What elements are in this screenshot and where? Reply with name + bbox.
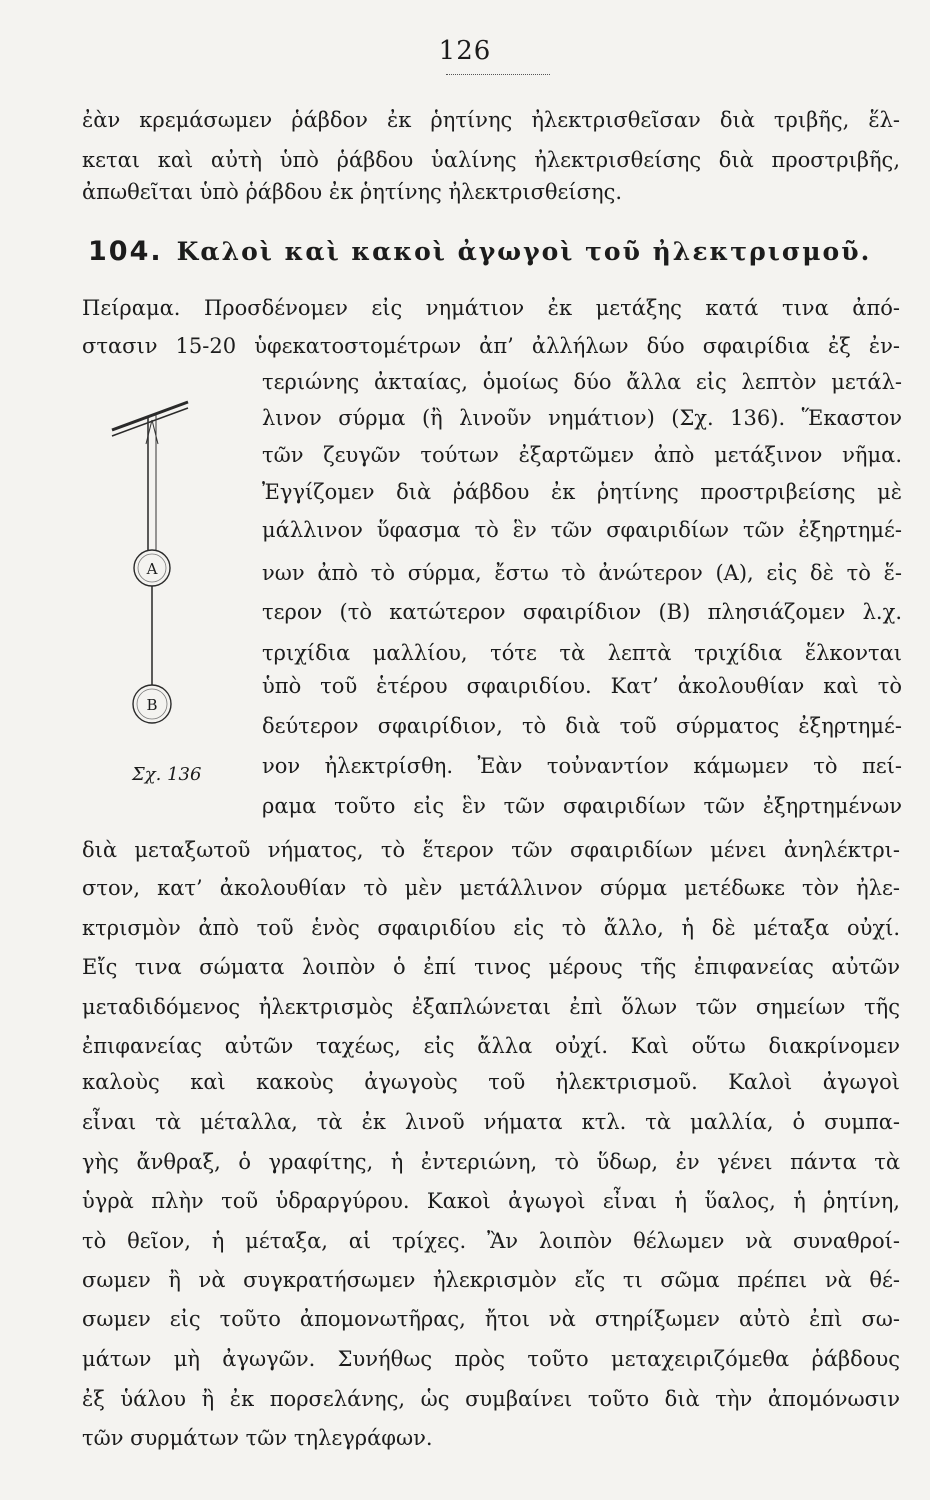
body-line: τὸ θεῖον, ἡ μέταξα, αἱ τρίχες. Ἂν λοιπὸν θέλωμεν νὰ συναθροί-	[82, 1229, 900, 1253]
body-line: ἐξ ὑάλου ἢ ἐκ πορσελάνης, ὡς συμβαίνει τοῦτο διὰ τὴν ἀπομόνωσιν	[82, 1387, 900, 1411]
body-line: τῶν ζευγῶν τούτων ἐξαρτῶμεν ἀπὸ μετάξινον νῆμα.	[262, 443, 902, 467]
body-line: τερον (τὸ κατώτερον σφαιρίδιον (B) πλησιάζομεν λ.χ.	[262, 600, 902, 624]
body-line: κτρισμὸν ἀπὸ τοῦ ἑνὸς σφαιριδίου εἰς τὸ ἄλλο, ἡ δὲ μέταξα οὐχί.	[82, 916, 900, 940]
section-number: 104.	[88, 236, 163, 267]
body-line: καλοὺς καὶ κακοὺς ἀγωγοὺς τοῦ ἠλεκτρισμοῦ. Καλοὶ ἀγωγοὶ	[82, 1070, 900, 1094]
page-number: 126	[438, 36, 492, 66]
figure-136	[100, 392, 250, 752]
body-line: Εἴς τινα σώματα λοιπὸν ὁ ἐπί τινος μέρους τῆς ἐπιφανείας αὐτῶν	[82, 955, 900, 979]
page-number-rule	[446, 74, 550, 75]
ball-a-label: A	[146, 560, 158, 578]
body-line: ἀπωθεῖται ὑπὸ ῥάβδου ἐκ ῥητίνης ἠλεκτρισθείσης.	[82, 180, 623, 204]
body-line: μάτων μὴ ἀγωγῶν. Συνήθως πρὸς τοῦτο μεταχειριζόμεθα ῥάβδους	[82, 1347, 900, 1371]
body-line: νον ἠλεκτρίσθη. Ἐὰν τοὐναντίον κάμωμεν τὸ πεί-	[262, 754, 902, 778]
ball-a-icon	[134, 550, 170, 586]
body-line: ραμα τοῦτο εἰς ἓν τῶν σφαιριδίων τῶν ἐξηρτημένων	[262, 794, 902, 818]
body-line: δεύτερον σφαιρίδιον, τὸ διὰ τοῦ σύρματος ἐξηρτημέ-	[262, 714, 902, 738]
section-heading	[88, 236, 900, 267]
body-line: Ἐγγίζομεν διὰ ῥάβδου ἐκ ῥητίνης προστριβείσης μὲ	[262, 480, 902, 504]
body-line: σωμεν εἰς τοῦτο ἀπομονωτῆρας, ἤτοι νὰ στηρίξωμεν αὐτὸ ἐπὶ σω-	[82, 1307, 900, 1331]
body-line: στασιν 15-20 ὑφεκατοστομέτρων ἀπ’ ἀλλήλων δύο σφαιρίδια ἐξ ἐν-	[82, 334, 900, 358]
support-rod-icon	[112, 402, 188, 436]
body-line: σωμεν ἢ νὰ συγκρατήσωμεν ἠλεκρισμὸν εἴς τι σῶμα πρέπει νὰ θέ-	[82, 1268, 900, 1292]
body-line: κεται καὶ αὐτὴ ὑπὸ ῥάβδου ὑαλίνης ἠλεκτρισθείσης διὰ προστριβῆς,	[82, 148, 900, 172]
body-line: μεταδιδόμενος ἠλεκτρισμὸς ἐξαπλώνεται ἐπὶ ὅλων τῶν σημείων τῆς	[82, 995, 900, 1019]
ball-b-label: B	[146, 696, 158, 714]
section-title: Καλοὶ καὶ κακοὶ ἀγωγοὶ τοῦ ἠλεκτρισμοῦ.	[176, 237, 872, 266]
body-line: λινον σύρμα (ἢ λινοῦν νημάτιον) (Σχ. 136). Ἕκαστον	[262, 406, 902, 430]
ball-b-icon	[133, 685, 171, 723]
body-line: εἶναι τὰ μέταλλα, τὰ ἐκ λινοῦ νήματα κτλ. τὰ μαλλία, ὁ συμπα-	[82, 1110, 900, 1134]
body-line: νων ἀπὸ τὸ σύρμα, ἔστω τὸ ἀνώτερον (A), εἰς δὲ τὸ ἕ-	[262, 561, 902, 585]
body-line: ὑγρὰ πλὴν τοῦ ὑδραργύρου. Κακοὶ ἀγωγοὶ εἶναι ἡ ὕαλος, ἡ ῥητίνη,	[82, 1189, 900, 1213]
body-line: ἐπιφανείας αὐτῶν ταχέως, εἰς ἄλλα οὐχί. Καὶ οὕτω διακρίνομεν	[82, 1034, 900, 1058]
body-line: Πείραμα. Προσδένομεν εἰς νημάτιον ἐκ μετάξης κατά τινα ἀπό-	[82, 296, 900, 320]
figure-caption: Σχ. 136	[132, 764, 202, 785]
body-line: γὴς ἄνθραξ, ὁ γραφίτης, ἡ ἐντεριώνη, τὸ ὕδωρ, ἐν γένει πάντα τὰ	[82, 1150, 900, 1174]
body-line: ὑπὸ τοῦ ἑτέρου σφαιριδίου. Κατ’ ἀκολουθίαν καὶ τὸ	[262, 674, 902, 698]
body-line: στον, κατ’ ἀκολουθίαν τὸ μὲν μετάλλινον σύρμα μετέδωκε τὸν ἠλε-	[82, 876, 900, 900]
body-line: μάλλινον ὕφασμα τὸ ἓν τῶν σφαιριδίων τῶν ἐξηρτημέ-	[262, 518, 902, 542]
body-line: ἐὰν κρεμάσωμεν ῥάβδον ἐκ ῥητίνης ἠλεκτρισθεῖσαν διὰ τριβῆς, ἕλ-	[82, 108, 900, 132]
body-line: τεριώνης ἀκταίας, ὁμοίως δύο ἄλλα εἰς λεπτὸν μετάλ-	[262, 370, 902, 394]
body-line: τῶν συρμάτων τῶν τηλεγράφων.	[82, 1426, 433, 1450]
body-line: διὰ μεταξωτοῦ νήματος, τὸ ἕτερον τῶν σφαιριδίων μένει ἀνηλέκτρι-	[82, 838, 900, 862]
body-line: τριχίδια μαλλίου, τότε τὰ λεπτὰ τριχίδια ἕλκονται	[262, 641, 902, 665]
